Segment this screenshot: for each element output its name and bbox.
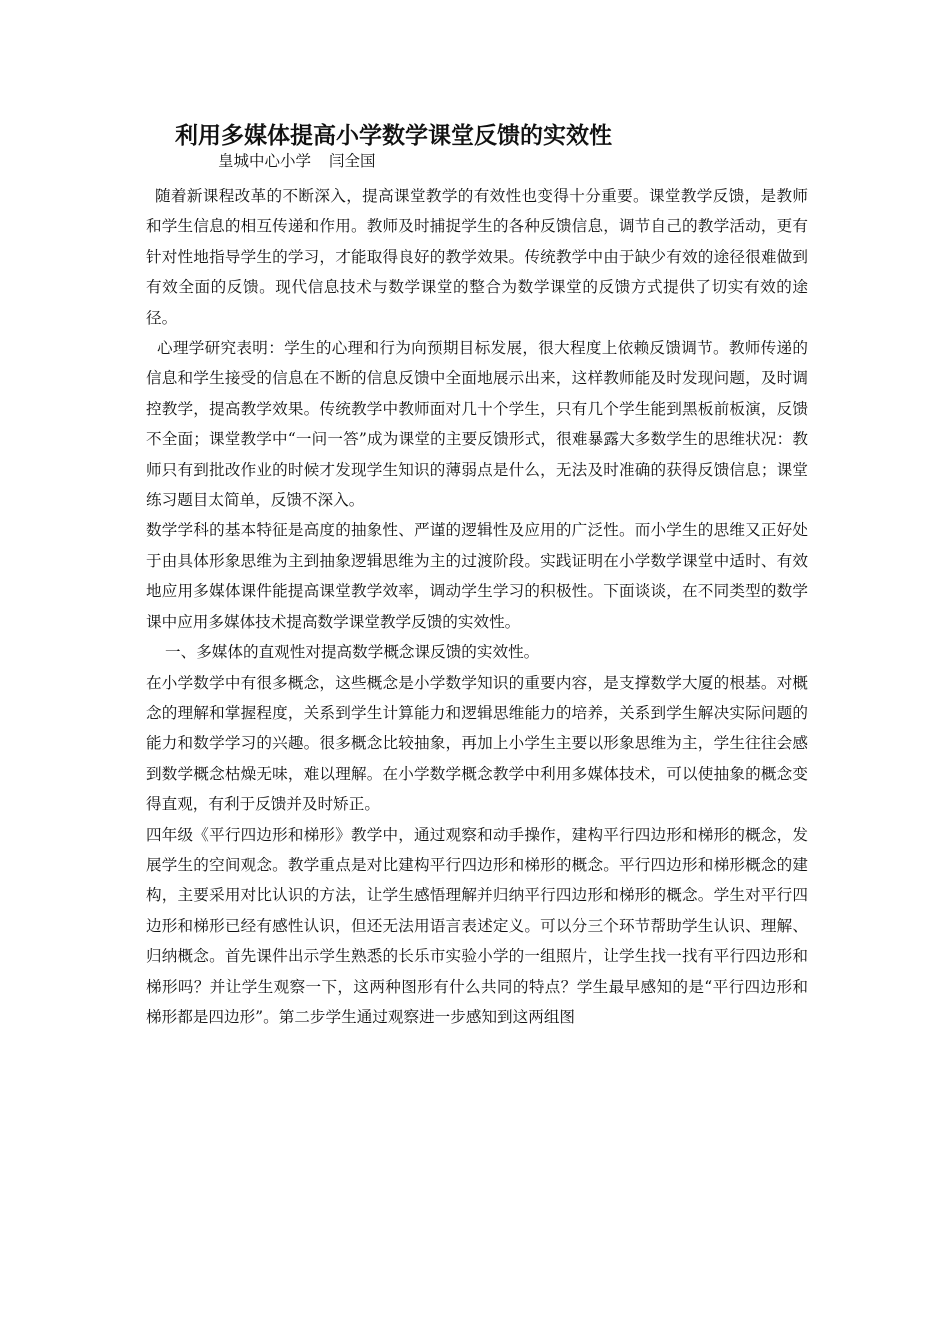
paragraph-math-features: 数学学科的基本特征是高度的抽象性、严谨的逻辑性及应用的广泛性。而小学生的思维又正好处于由具体形象思维为主到抽象逻辑思维为主的过渡阶段。实践证明在小学数学课堂中适时、有效地应用多媒体课件能提高课堂教学效率，调动学生学习的积极性。下面谈谈，在不同类型的数学课中应用多媒体技术提高数学课堂教学反馈的实效性。: [146, 521, 808, 631]
section-heading-1: 一、多媒体的直观性对提高数学概念课反馈的实效性。: [165, 643, 540, 662]
author-line: [218, 150, 376, 172]
author-name: 闫全国: [329, 152, 376, 170]
school-name: 皇城中心小学: [218, 152, 312, 170]
paragraph-intro: 随着新课程改革的不断深入，提高课堂教学的有效性也变得十分重要。课堂教学反馈，是教师和学生信息的相互传递和作用。教师及时捕捉学生的各种反馈信息，调节自己的教学活动，更有针对性地指导学生的学习，才能取得良好的教学效果。传统教学中由于缺少有效的途径很难做到有效全面的反馈。现代信息技术与数学课堂的整合为数学课堂的反馈方式提供了切实有效的途径。: [146, 187, 808, 327]
document-title: 利用多媒体提高小学数学课堂反馈的实效性: [175, 122, 612, 149]
document-body: [146, 181, 808, 1032]
paragraph-psychology: 心理学研究表明：学生的心理和行为向预期目标发展，很大程度上依赖反馈调节。教师传递的信息和学生接受的信息在不断的信息反馈中全面地展示出来，这样教师能及时发现问题，及时调控教学，提高教学效果。传统教学中教师面对几十个学生，只有几个学生能到黑板前板演，反馈不全面；课堂教学中“一问一答”成为课堂的主要反馈形式，很难暴露大多数学生的思维状况：教师只有到批改作业的时候才发现学生知识的薄弱点是什么，无法及时准确的获得反馈信息；课堂练习题目太简单，反馈不深入。: [146, 339, 808, 510]
paragraph-example: 四年级《平行四边形和梯形》教学中，通过观察和动手操作，建构平行四边形和梯形的概念，发展学生的空间观念。教学重点是对比建构平行四边形和梯形的概念。平行四边形和梯形概念的建构，主要采用对比认识的方法，让学生感悟理解并归纳平行四边形和梯形的概念。学生对平行四边形和梯形已经有感性认识，但还无法用语言表述定义。可以分三个环节帮助学生认识、理解、归纳概念。首先课件出示学生熟悉的长乐市实验小学的一组照片，让学生找一找有平行四边形和梯形吗？并让学生观察一下，这两种图形有什么共同的特点？学生最早感知的是“平行四边形和梯形都是四边形”。第二步学生通过观察进一步感知到这两组图: [146, 825, 808, 1026]
paragraph-concepts: 在小学数学中有很多概念，这些概念是小学数学知识的重要内容，是支撑数学大厦的根基。对概念的理解和掌握程度，关系到学生计算能力和逻辑思维能力的培养，关系到学生解决实际问题的能力和数学学习的兴趣。很多概念比较抽象，再加上小学生主要以形象思维为主，学生往往会感到数学概念枯燥无味，难以理解。在小学数学概念教学中利用多媒体技术，可以使抽象的概念变得直观，有利于反馈并及时矫正。: [146, 673, 808, 814]
